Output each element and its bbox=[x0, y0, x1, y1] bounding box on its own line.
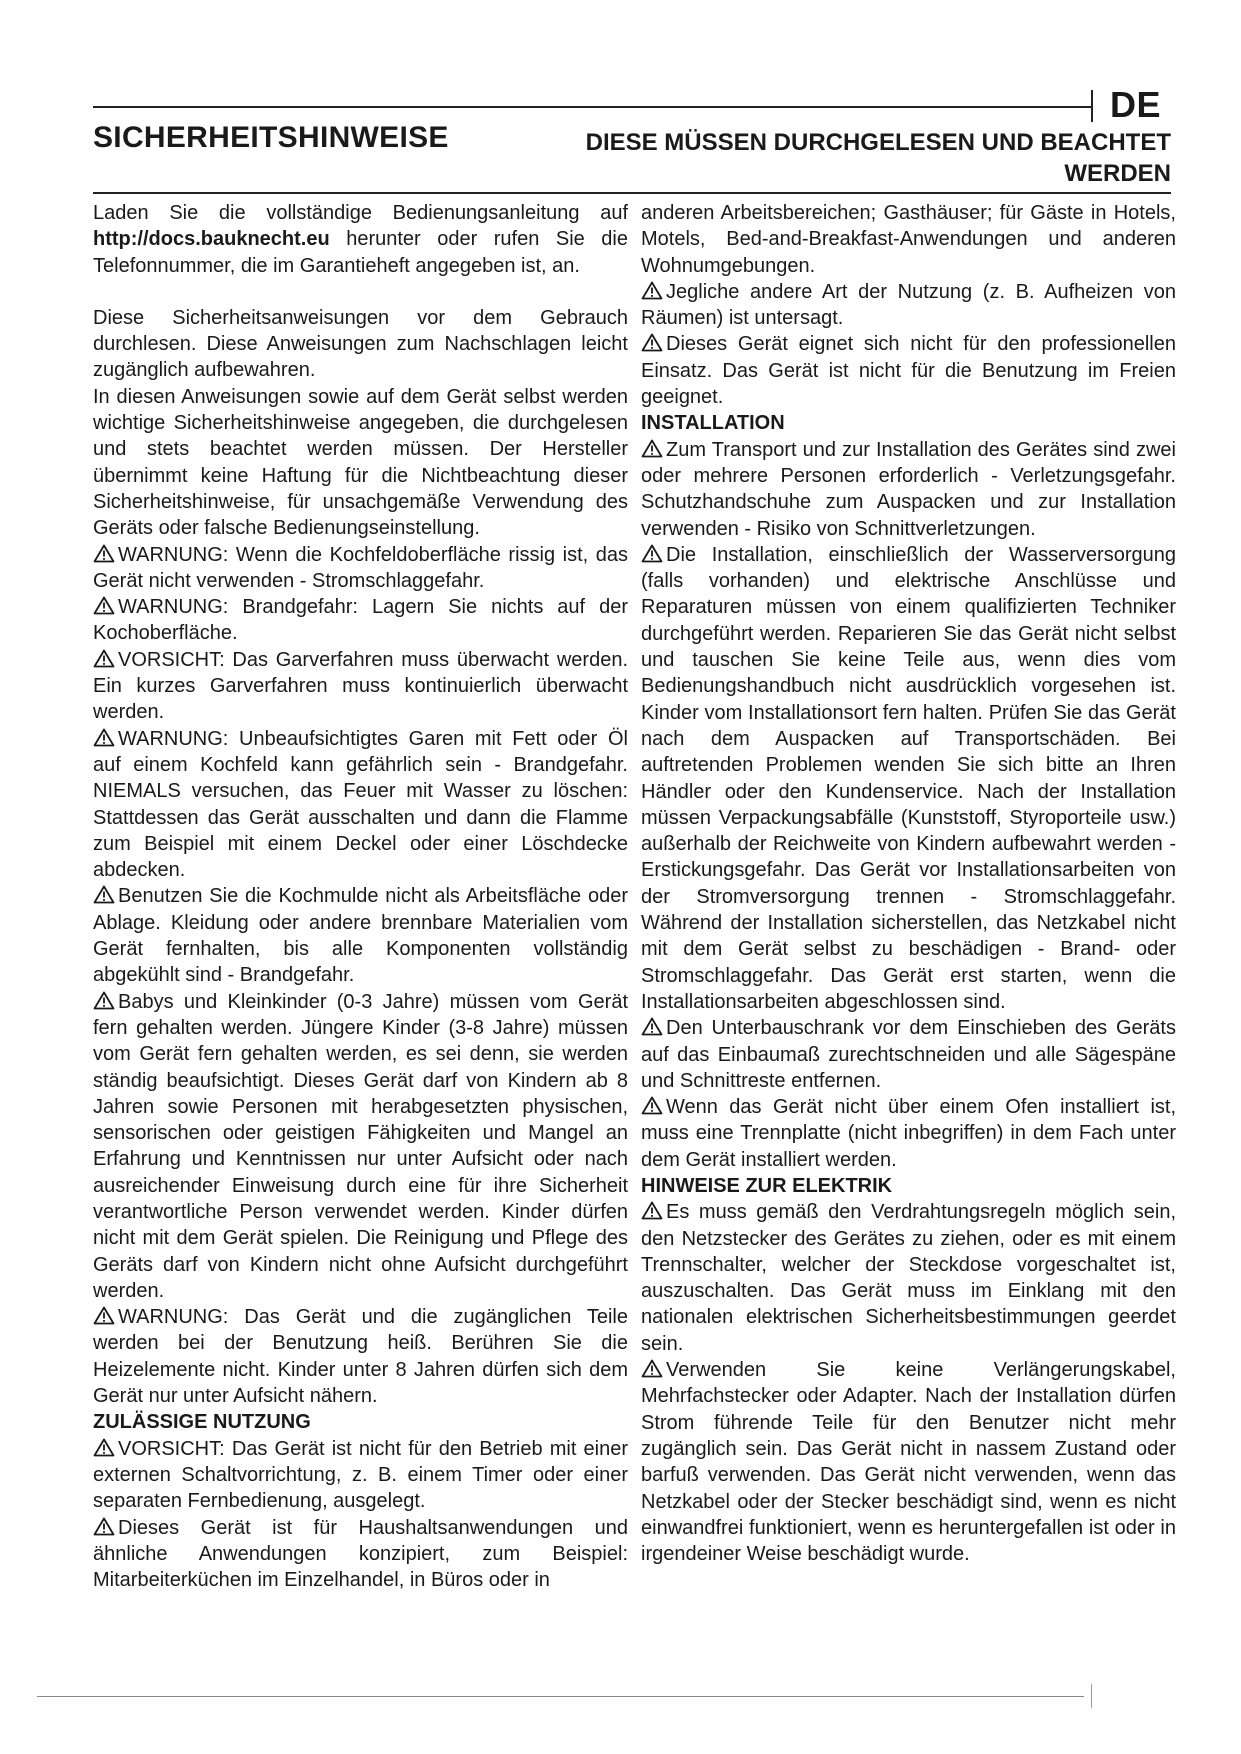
warning-paragraph: WARNUNG: Brandgefahr: Lagern Sie nichts auf der Kochoberfläche. bbox=[93, 596, 628, 645]
warning-paragraph: WARNUNG: Wenn die Kochfeldoberfläche rissig ist, das Gerät nicht verwenden - Stromschlaggefahr. bbox=[93, 543, 628, 592]
warning-paragraph: WARNUNG: Unbeaufsichtigtes Garen mit Fett oder Öl auf einem Kochfeld kann gefährlich sein - Brandgefahr. NIEMALS versuchen, das Feuer mit Wasser zu löschen: Stattdessen das Gerät ausschalten und dann die Flamme zum Beispiel mit einem Deckel oder einer Löschdecke abdecken. bbox=[93, 727, 628, 882]
paragraph: In diesen Anweisungen sowie auf dem Gerät selbst werden wichtige Sicherheitshinweise angegeben, die durchgelesen und stets beachtet werden müssen. Der Hersteller übernimmt keine Haftung für die Nichtbeachtung dieser Sicherheitshinweise, für unsachgemäße Verwendung des Geräts oder falsche Bedienungseinstellung. bbox=[93, 385, 628, 540]
footer-rule bbox=[37, 1696, 1084, 1697]
header-rule bbox=[93, 192, 1171, 194]
page-subtitle: DIESE MÜSSEN DURCHGELESEN UND BEACHTET WERDEN bbox=[585, 129, 1171, 187]
warning-paragraph: Wenn das Gerät nicht über einem Ofen installiert ist, muss eine Trennplatte (nicht inbegriffen) in dem Fach unter dem Gerät installiert werden. bbox=[641, 1096, 1176, 1171]
paragraph-download bbox=[93, 200, 628, 279]
warning-triangle-icon bbox=[93, 544, 118, 566]
warning-paragraph: Verwenden Sie keine Verlängerungskabel, Mehrfachstecker oder Adapter. Nach der Installation dürfen Strom führende Teile für den Benutzer nicht mehr zugänglich sein. Das Gerät nicht in nassem Zustand oder barfuß verwenden. Das Gerät nicht verwenden, wenn das Netzkabel oder der Stecker beschädigt sind, wenn es nicht einwandfrei funktioniert, wenn es heruntergefallen ist oder in irgendeiner Weise beschädigt wurde. bbox=[641, 1359, 1176, 1566]
warning-triangle-icon bbox=[93, 885, 118, 907]
left-column bbox=[93, 200, 628, 1593]
warning-paragraph: Es muss gemäß den Verdrahtungsregeln möglich sein, den Netzstecker des Gerätes zu ziehen, oder es mit einem Trennschalter, welcher der Steckdose vorgeschaltet ist, auszuschalten. Das Gerät muss im Einklang mit den nationalen elektrischen Sicherheitsbestimmungen geerdet sein. bbox=[641, 1201, 1176, 1355]
warning-paragraph: VORSICHT: Das Garverfahren muss überwacht werden. Ein kurzes Garverfahren muss kontinuierlich überwacht werden. bbox=[93, 648, 628, 724]
warning-paragraph: VORSICHT: Das Gerät ist nicht für den Betrieb mit einer externen Schaltvorrichtung, z. B. einem Timer oder einer separaten Fernbedienung, ausgelegt. bbox=[93, 1437, 628, 1513]
warning-paragraph: Jegliche andere Art der Nutzung (z. B. Aufheizen von Räumen) ist untersagt. bbox=[641, 280, 1176, 330]
warning-triangle-icon bbox=[93, 991, 118, 1013]
top-rule-tick bbox=[1091, 90, 1093, 122]
language-code: DE bbox=[1110, 84, 1162, 125]
warning-triangle-icon bbox=[641, 1017, 666, 1039]
warning-triangle-icon bbox=[641, 439, 666, 461]
download-text-end: herunter oder rufen Sie die Telefonnummer, die im Garantieheft angegeben ist, an. bbox=[93, 228, 628, 277]
download-text: Laden Sie die vollständige Bedienungsanleitung auf bbox=[93, 202, 628, 224]
footer-rule-tick bbox=[1091, 1684, 1092, 1708]
section-heading: HINWEISE ZUR ELEKTRIK bbox=[641, 1174, 893, 1197]
warning-triangle-icon bbox=[93, 1306, 118, 1328]
paragraph: Diese Sicherheitsanweisungen vor dem Gebrauch durchlesen. Diese Anweisungen zum Nachschlagen leicht zugänglich aufbewahren. bbox=[93, 306, 628, 382]
section-heading: ZULÄSSIGE NUTZUNG bbox=[93, 1411, 311, 1434]
warning-triangle-icon bbox=[641, 1096, 666, 1118]
warning-triangle-icon bbox=[93, 649, 118, 671]
warning-triangle-icon bbox=[93, 1517, 118, 1539]
warning-paragraph: Dieses Gerät eignet sich nicht für den professionellen Einsatz. Das Gerät ist nicht für die Benutzung im Freien geeignet. bbox=[641, 333, 1176, 409]
page-title: SICHERHEITSHINWEISE bbox=[93, 121, 449, 154]
warning-triangle-icon bbox=[93, 1438, 118, 1460]
warning-paragraph: Den Unterbauschrank vor dem Einschieben des Geräts auf das Einbaumaß zurechtschneiden und alle Sägespäne und Schnittreste entfernen. bbox=[641, 1017, 1176, 1092]
warning-triangle-icon bbox=[641, 1359, 666, 1381]
paragraph: anderen Arbeitsbereichen; Gasthäuser; für Gäste in Hotels, Motels, Bed-and-Breakfast-Anwendungen und anderen Wohnumgebungen. bbox=[641, 202, 1176, 277]
warning-triangle-icon bbox=[93, 728, 118, 750]
manual-link[interactable]: http://docs.bauknecht.eu bbox=[93, 228, 330, 251]
warning-triangle-icon bbox=[641, 1201, 666, 1223]
warning-paragraph: WARNUNG: Das Gerät und die zugänglichen Teile werden bei der Benutzung heiß. Berühren Sie die Heizelemente nicht. Kinder unter 8 Jahren dürfen sich dem Gerät nur unter Aufsicht nähern. bbox=[93, 1306, 628, 1408]
warning-triangle-icon bbox=[641, 281, 666, 303]
warning-triangle-icon bbox=[641, 333, 666, 355]
warning-paragraph: Dieses Gerät ist für Haushaltsanwendungen und ähnliche Anwendungen konzipiert, zum Beispiel: Mitarbeiterküchen im Einzelhandel, in Büros oder in bbox=[93, 1516, 628, 1592]
warning-paragraph: Babys und Kleinkinder (0-3 Jahre) müssen vom Gerät fern gehalten werden. Jüngere Kinder (3-8 Jahre) müssen vom Gerät fern gehalten werden, es sei denn, sie werden ständig beaufsichtigt. Dieses Gerät darf von Kindern ab 8 Jahren sowie Personen mit herabgesetzten physischen, sensorischen oder geistigen Fähigkeiten und Mangel an Erfahrung und Kenntnissen nur unter Aufsicht oder nach ausreichender Einweisung durch eine für ihre Sicherheit verantwortliche Person verwendet werden. Kinder dürfen nicht mit dem Gerät spielen. Die Reinigung und Pflege des Geräts darf von Kindern nicht ohne Aufsicht durchgeführt werden. bbox=[93, 990, 628, 1302]
right-column bbox=[641, 200, 1176, 1567]
top-rule bbox=[93, 106, 1091, 108]
section-heading: INSTALLATION bbox=[641, 412, 785, 435]
warning-paragraph: Benutzen Sie die Kochmulde nicht als Arbeitsfläche oder Ablage. Kleidung oder andere brennbare Materialien vom Gerät fernhalten, bis alle Komponenten vollständig abgekühlt sind - Brandgefahr. bbox=[93, 885, 628, 987]
warning-triangle-icon bbox=[93, 596, 118, 618]
warning-paragraph: Zum Transport und zur Installation des Gerätes sind zwei oder mehrere Personen erforderlich - Verletzungsgefahr. Schutzhandschuhe zum Auspacken und zur Installation verwenden - Risiko von Schnittverletzungen. bbox=[641, 438, 1176, 540]
warning-triangle-icon bbox=[641, 544, 666, 566]
warning-paragraph: Die Installation, einschließlich der Wasserversorgung (falls vorhanden) und elektrische Anschlüsse und Reparaturen müssen von einem qualifizierten Techniker durchgeführt werden. Reparieren Sie das Gerät nicht selbst und tauschen Sie keine Teile aus, wenn dies vom Bedienungshandbuch nicht ausdrücklich vorgesehen ist. Kinder vom Installationsort fern halten. Prüfen Sie das Gerät nach dem Auspacken auf Transportschäden. Bei auftretenden Problemen wenden Sie sich bitte an Ihren Händler oder den Kundenservice. Nach der Installation müssen Verpackungsabfälle (Kunststoff, Styroporteile usw.) außerhalb der Reichweite von Kindern aufbewahrt werden - Erstickungsgefahr. Das Gerät vor Installationsarbeiten von der Stromversorgung trennen - Stromschlaggefahr. Während der Installation sicherstellen, das Netzkabel nicht mit dem Gerät selbst zu beschädigen - Brand- oder Stromschlaggefahr. Das Gerät erst starten, wenn die Installationsarbeiten abgeschlossen sind. bbox=[641, 543, 1176, 1013]
